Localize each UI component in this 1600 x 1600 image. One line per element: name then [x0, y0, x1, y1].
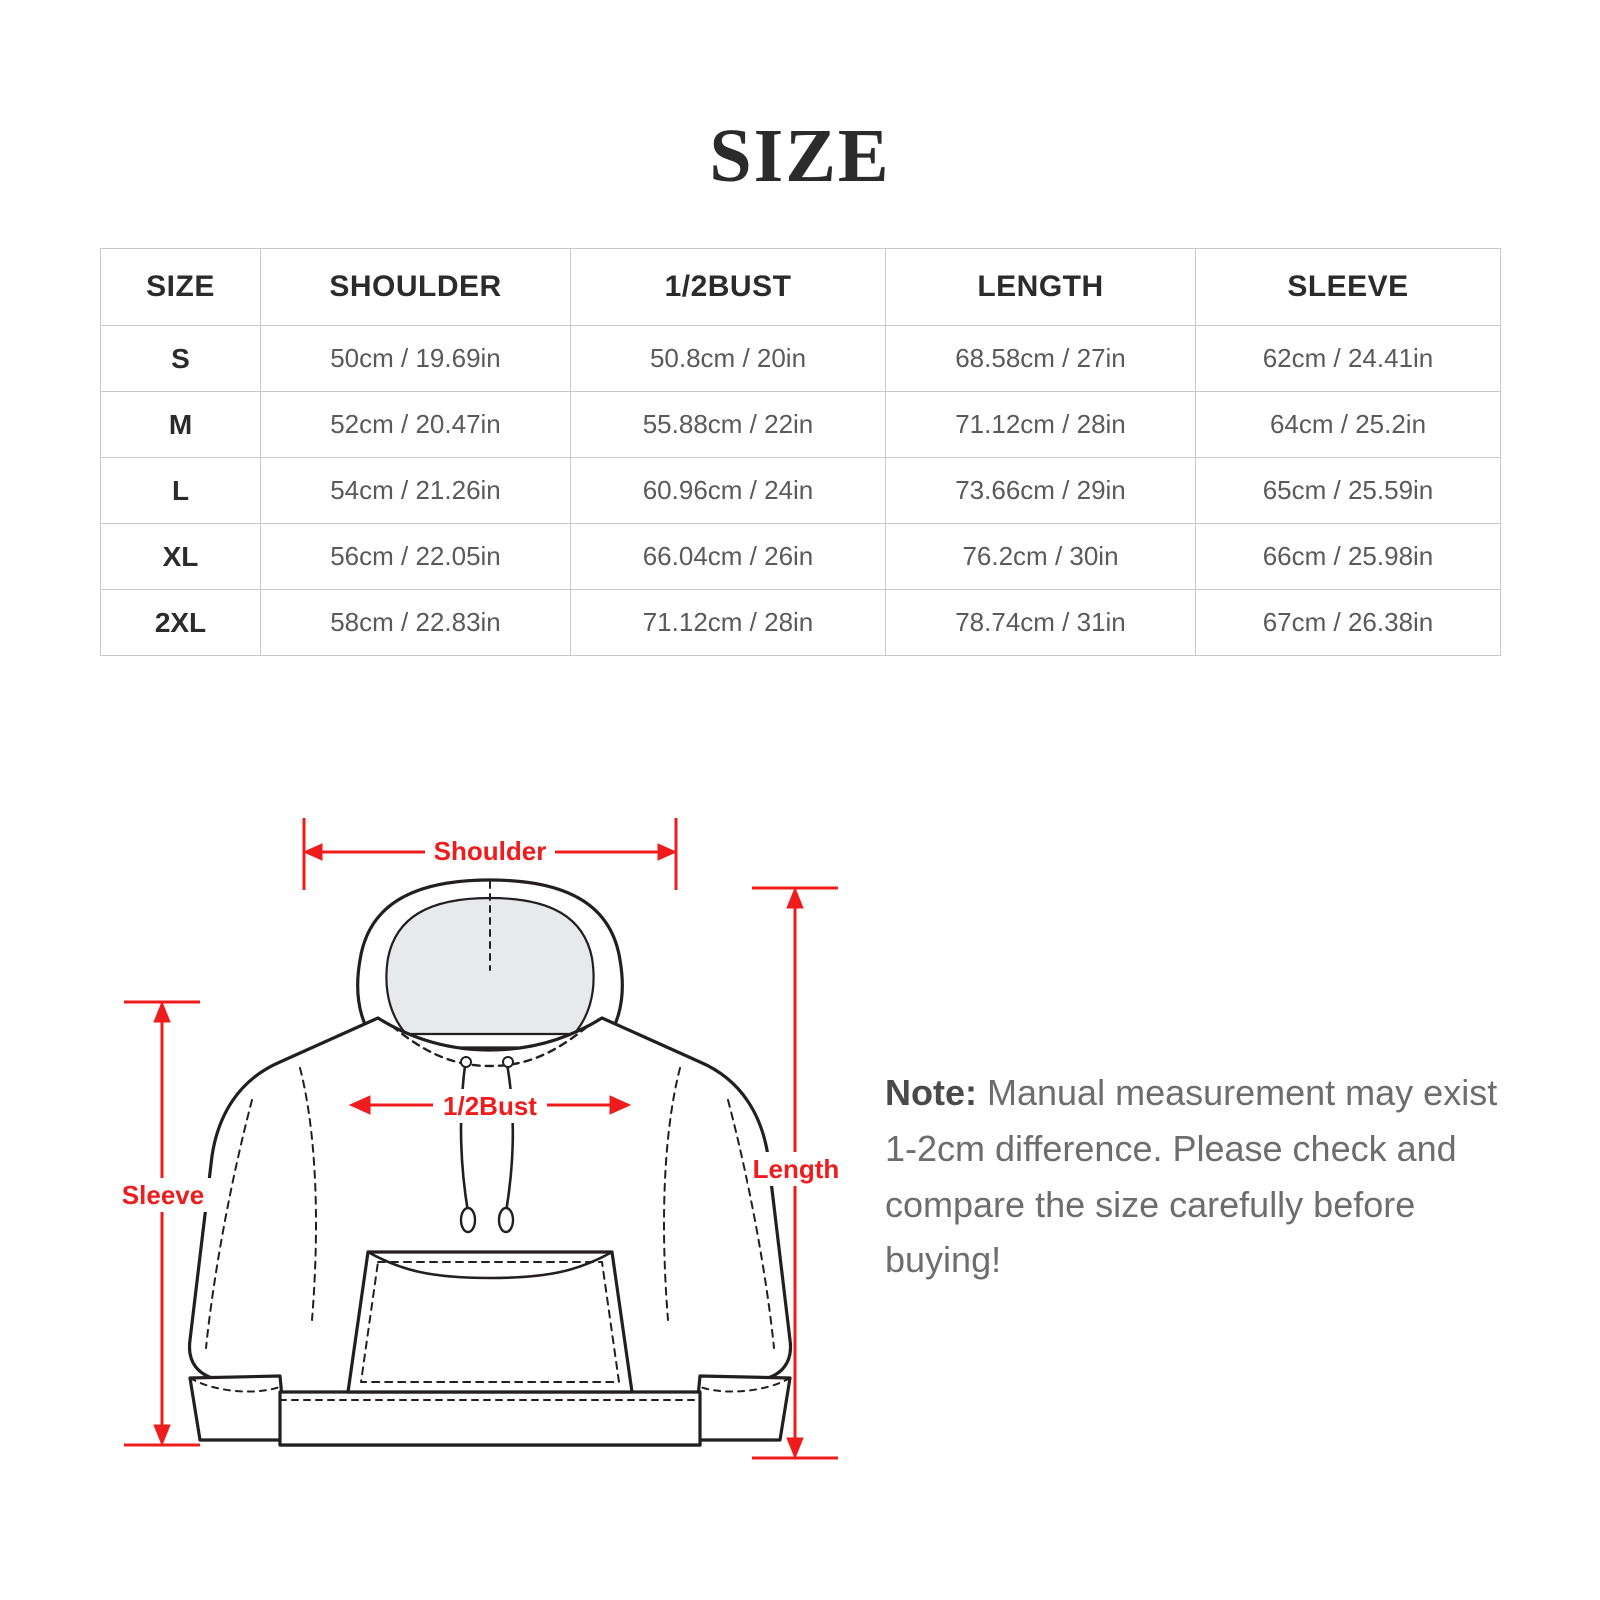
- cell-sleeve: 67cm / 26.38in: [1196, 590, 1501, 656]
- table-row: [101, 392, 1501, 458]
- column-header-size: SIZE: [101, 249, 261, 326]
- column-header-length: LENGTH: [886, 249, 1196, 326]
- column-header-bust: 1/2BUST: [571, 249, 886, 326]
- cell-shoulder: 58cm / 22.83in: [261, 590, 571, 656]
- cell-size: M: [101, 392, 261, 458]
- length-label: Length: [752, 1154, 840, 1184]
- cell-sleeve: 64cm / 25.2in: [1196, 392, 1501, 458]
- table-row: [101, 590, 1501, 656]
- page-title: SIZE: [709, 114, 891, 198]
- cell-size: S: [101, 326, 261, 392]
- table-header-row: [101, 249, 1501, 326]
- table-row: [101, 326, 1501, 392]
- column-header-shoulder: SHOULDER: [261, 249, 571, 326]
- cell-length: 73.66cm / 29in: [886, 458, 1196, 524]
- table-row: [101, 458, 1501, 524]
- cell-bust: 50.8cm / 20in: [571, 326, 886, 392]
- cell-size: 2XL: [101, 590, 261, 656]
- cell-shoulder: 56cm / 22.05in: [261, 524, 571, 590]
- size-table: [100, 248, 1501, 656]
- bust-label: 1/2Bust: [443, 1091, 537, 1121]
- size-table-container: [100, 248, 1500, 656]
- cell-length: 68.58cm / 27in: [886, 326, 1196, 392]
- measurement-note: [885, 1065, 1525, 1288]
- cell-shoulder: 52cm / 20.47in: [261, 392, 571, 458]
- cell-bust: 55.88cm / 22in: [571, 392, 886, 458]
- note-text: Manual measurement may exist 1-2cm difference. Please check and compare the size carefully before buying!: [885, 1072, 1498, 1281]
- cell-sleeve: 62cm / 24.41in: [1196, 326, 1501, 392]
- cell-length: 78.74cm / 31in: [886, 590, 1196, 656]
- hoodie-illustration: [190, 880, 791, 1445]
- cell-size: L: [101, 458, 261, 524]
- cell-shoulder: 54cm / 21.26in: [261, 458, 571, 524]
- cell-sleeve: 66cm / 25.98in: [1196, 524, 1501, 590]
- table-row: [101, 524, 1501, 590]
- note-prefix: Note:: [885, 1072, 977, 1113]
- sleeve-label: Sleeve: [121, 1180, 205, 1210]
- cell-shoulder: 50cm / 19.69in: [261, 326, 571, 392]
- shoulder-label: Shoulder: [433, 836, 547, 866]
- cell-bust: 60.96cm / 24in: [571, 458, 886, 524]
- cell-bust: 71.12cm / 28in: [571, 590, 886, 656]
- cell-sleeve: 65cm / 25.59in: [1196, 458, 1501, 524]
- cell-length: 76.2cm / 30in: [886, 524, 1196, 590]
- size-table-head: [101, 249, 1501, 326]
- cell-bust: 66.04cm / 26in: [571, 524, 886, 590]
- size-table-body: [101, 326, 1501, 656]
- column-header-sleeve: SLEEVE: [1196, 249, 1501, 326]
- cell-length: 71.12cm / 28in: [886, 392, 1196, 458]
- cell-size: XL: [101, 524, 261, 590]
